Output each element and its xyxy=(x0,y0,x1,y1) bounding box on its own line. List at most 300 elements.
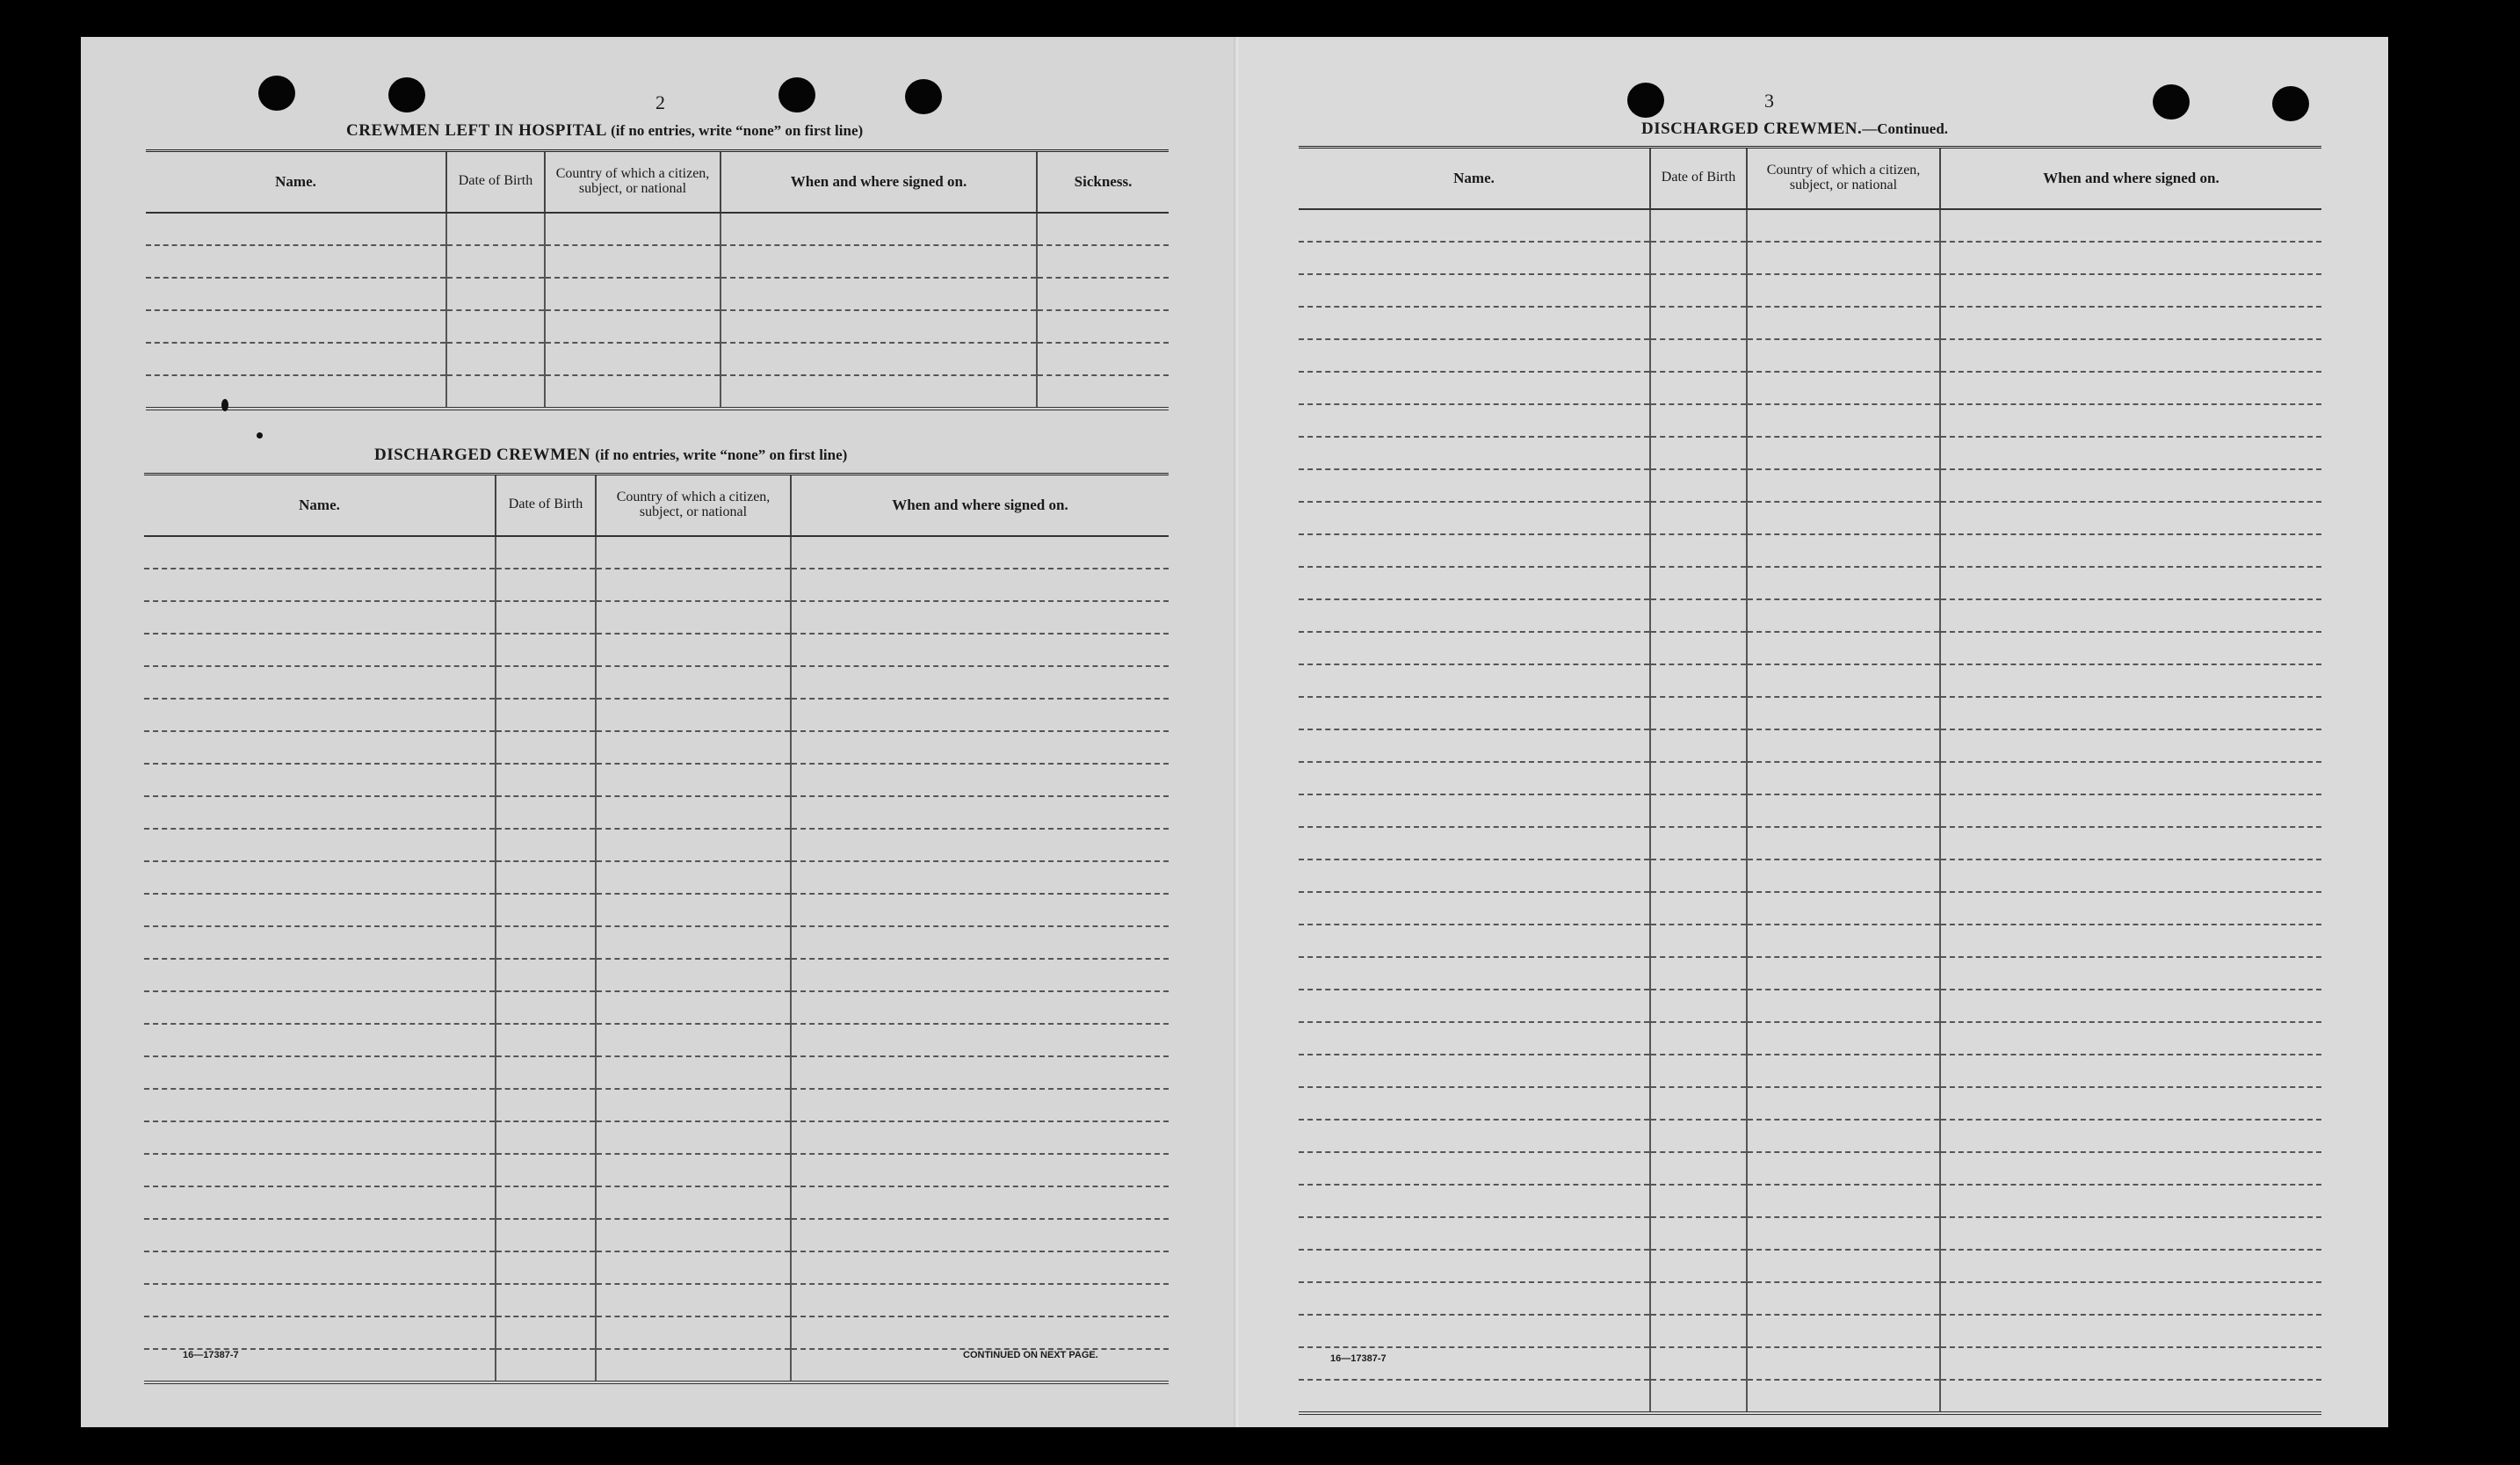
blank-cell xyxy=(596,536,791,569)
punch-hole xyxy=(2153,84,2190,120)
blank-cell xyxy=(1299,859,1650,892)
blank-cell xyxy=(496,1089,596,1121)
blank-cell xyxy=(1299,1022,1650,1055)
blank-cell xyxy=(791,1089,1169,1121)
blank-cell xyxy=(1747,567,1940,599)
blank-cell xyxy=(1299,1120,1650,1152)
blank-form-row xyxy=(1299,372,2321,404)
blank-cell xyxy=(1299,209,1650,242)
blank-cell xyxy=(496,569,596,601)
blank-cell xyxy=(1940,339,2321,372)
blank-form-row xyxy=(1299,925,2321,957)
blank-cell xyxy=(1747,762,1940,794)
blank-cell xyxy=(1650,794,1747,827)
blank-cell xyxy=(1299,1282,1650,1315)
blank-cell xyxy=(496,1186,596,1219)
blank-cell xyxy=(1940,827,2321,859)
blank-cell xyxy=(721,245,1037,278)
punch-hole xyxy=(388,77,425,112)
blank-form-row xyxy=(144,829,1169,861)
blank-form-row xyxy=(144,1154,1169,1186)
page-2 xyxy=(81,37,1239,1427)
blank-form-row xyxy=(144,1251,1169,1284)
blank-cell xyxy=(1747,1120,1940,1152)
blank-form-row xyxy=(144,926,1169,959)
blank-cell xyxy=(1747,534,1940,567)
blank-cell xyxy=(496,1316,596,1349)
blank-cell xyxy=(1747,925,1940,957)
blank-form-row xyxy=(144,1316,1169,1349)
blank-cell xyxy=(146,343,446,375)
blank-cell xyxy=(1299,762,1650,794)
blank-cell xyxy=(496,1284,596,1316)
blank-cell xyxy=(1747,632,1940,664)
blank-cell xyxy=(596,861,791,894)
blank-cell xyxy=(1747,859,1940,892)
blank-form-row xyxy=(144,666,1169,699)
blank-cell xyxy=(1650,502,1747,534)
blank-cell xyxy=(791,1056,1169,1089)
blank-cell xyxy=(791,926,1169,959)
blank-cell xyxy=(1747,502,1940,534)
blank-cell xyxy=(596,764,791,796)
column-header-signed-on: When and where signed on. xyxy=(1940,148,2321,209)
blank-form-row xyxy=(1299,1250,2321,1282)
blank-cell xyxy=(144,991,496,1024)
blank-cell xyxy=(496,731,596,764)
blank-form-row xyxy=(1299,339,2321,372)
blank-cell xyxy=(446,343,545,375)
blank-cell xyxy=(1299,925,1650,957)
blank-cell xyxy=(1650,827,1747,859)
blank-cell xyxy=(144,1121,496,1154)
column-header-country: Country of which a citizen, subject, or national xyxy=(1747,148,1940,209)
discharged-continued-title xyxy=(1641,120,1948,139)
blank-cell xyxy=(596,731,791,764)
blank-cell xyxy=(144,764,496,796)
page-number: 3 xyxy=(1764,90,1774,112)
blank-form-row xyxy=(144,959,1169,991)
blank-form-row xyxy=(146,310,1169,343)
column-header-name: Name. xyxy=(1299,148,1650,209)
blank-cell xyxy=(1650,1282,1747,1315)
blank-cell xyxy=(496,959,596,991)
blank-cell xyxy=(1650,1380,1747,1413)
page-3 xyxy=(1239,37,2388,1427)
blank-form-row xyxy=(1299,1120,2321,1152)
blank-cell xyxy=(1299,307,1650,339)
blank-cell xyxy=(1299,827,1650,859)
column-header-sickness: Sickness. xyxy=(1037,151,1169,213)
blank-cell xyxy=(1940,990,2321,1022)
blank-cell xyxy=(1747,990,1940,1022)
blank-form-row xyxy=(146,375,1169,409)
blank-cell xyxy=(1299,339,1650,372)
blank-cell xyxy=(791,731,1169,764)
blank-form-row xyxy=(1299,892,2321,925)
blank-cell xyxy=(496,764,596,796)
blank-cell xyxy=(791,1024,1169,1056)
blank-form-row xyxy=(146,213,1169,245)
column-header-country: Country of which a citizen, subject, or national xyxy=(545,151,721,213)
blank-form-row xyxy=(1299,404,2321,437)
form-number: 16—17387-7 xyxy=(183,1350,239,1360)
blank-cell xyxy=(545,213,721,245)
blank-cell xyxy=(1299,664,1650,697)
blank-cell xyxy=(721,375,1037,409)
blank-cell xyxy=(1299,957,1650,990)
blank-form-row xyxy=(144,796,1169,829)
blank-cell xyxy=(596,959,791,991)
punch-hole xyxy=(258,76,295,111)
blank-cell xyxy=(496,861,596,894)
blank-cell xyxy=(1747,242,1940,274)
blank-cell xyxy=(1940,859,2321,892)
blank-cell xyxy=(1747,372,1940,404)
blank-cell xyxy=(1940,599,2321,632)
blank-cell xyxy=(1940,1087,2321,1120)
blank-cell xyxy=(144,1186,496,1219)
blank-cell xyxy=(596,796,791,829)
blank-form-row xyxy=(1299,762,2321,794)
blank-cell xyxy=(1650,632,1747,664)
blank-cell xyxy=(1940,925,2321,957)
blank-cell xyxy=(791,1284,1169,1316)
blank-cell xyxy=(496,1024,596,1056)
discharged-section-title xyxy=(374,446,847,465)
blank-cell xyxy=(1940,469,2321,502)
blank-form-row xyxy=(144,699,1169,731)
blank-cell xyxy=(1650,404,1747,437)
blank-form-row xyxy=(1299,274,2321,307)
blank-cell xyxy=(1747,274,1940,307)
blank-cell xyxy=(596,1056,791,1089)
blank-cell xyxy=(1650,859,1747,892)
blank-cell xyxy=(596,1316,791,1349)
blank-form-row xyxy=(1299,664,2321,697)
blank-cell xyxy=(1940,664,2321,697)
blank-cell xyxy=(1037,310,1169,343)
blank-cell xyxy=(791,1186,1169,1219)
blank-cell xyxy=(1940,372,2321,404)
blank-cell xyxy=(791,699,1169,731)
blank-cell xyxy=(1650,1022,1747,1055)
blank-cell xyxy=(1650,437,1747,469)
blank-cell xyxy=(721,213,1037,245)
blank-form-row xyxy=(144,1024,1169,1056)
blank-cell xyxy=(1747,1315,1940,1347)
blank-cell xyxy=(144,1284,496,1316)
discharged-instruction: (if no entries, write “none” on first line) xyxy=(595,446,848,463)
blank-cell xyxy=(1299,534,1650,567)
column-header-signed-on: When and where signed on. xyxy=(791,475,1169,536)
blank-cell xyxy=(1299,1185,1650,1217)
blank-cell xyxy=(1940,762,2321,794)
blank-form-row xyxy=(1299,990,2321,1022)
blank-form-row xyxy=(144,1284,1169,1316)
blank-cell xyxy=(1650,1347,1747,1380)
blank-cell xyxy=(1747,957,1940,990)
blank-cell xyxy=(596,1089,791,1121)
blank-cell xyxy=(1299,794,1650,827)
blank-cell xyxy=(1747,599,1940,632)
blank-cell xyxy=(791,1251,1169,1284)
blank-form-row xyxy=(1299,1055,2321,1087)
blank-cell xyxy=(1299,729,1650,762)
blank-cell xyxy=(1747,1217,1940,1250)
column-header-name: Name. xyxy=(144,475,496,536)
blank-cell xyxy=(1747,794,1940,827)
blank-cell xyxy=(1940,437,2321,469)
blank-form-row xyxy=(1299,1282,2321,1315)
blank-cell xyxy=(791,569,1169,601)
blank-cell xyxy=(1650,534,1747,567)
blank-form-row xyxy=(1299,697,2321,729)
blank-form-row xyxy=(144,569,1169,601)
blank-cell xyxy=(1650,729,1747,762)
blank-cell xyxy=(1940,729,2321,762)
blank-cell xyxy=(545,375,721,409)
blank-cell xyxy=(1747,437,1940,469)
blank-cell xyxy=(1940,892,2321,925)
blank-cell xyxy=(1299,599,1650,632)
blank-cell xyxy=(1940,1022,2321,1055)
discharged-title-text: DISCHARGED CREWMEN xyxy=(374,446,590,464)
blank-form-row xyxy=(144,601,1169,634)
blank-cell xyxy=(791,796,1169,829)
blank-cell xyxy=(1650,1250,1747,1282)
discharged-continued-text: DISCHARGED CREWMEN. xyxy=(1641,120,1863,138)
blank-cell xyxy=(596,1284,791,1316)
blank-cell xyxy=(791,666,1169,699)
blank-cell xyxy=(146,375,446,409)
blank-cell xyxy=(496,829,596,861)
blank-cell xyxy=(496,1251,596,1284)
blank-form-row xyxy=(1299,859,2321,892)
blank-cell xyxy=(791,1121,1169,1154)
blank-cell xyxy=(144,1251,496,1284)
blank-cell xyxy=(496,991,596,1024)
punch-hole xyxy=(778,77,815,112)
blank-cell xyxy=(596,894,791,926)
blank-cell xyxy=(596,1186,791,1219)
blank-form-row xyxy=(144,1056,1169,1089)
blank-cell xyxy=(545,278,721,310)
blank-cell xyxy=(1940,1120,2321,1152)
blank-cell xyxy=(1940,1185,2321,1217)
blank-cell xyxy=(791,991,1169,1024)
blank-cell xyxy=(596,991,791,1024)
blank-cell xyxy=(1940,1217,2321,1250)
blank-cell xyxy=(1940,1315,2321,1347)
blank-form-row xyxy=(1299,632,2321,664)
blank-form-row xyxy=(144,536,1169,569)
blank-cell xyxy=(545,245,721,278)
blank-cell xyxy=(1299,404,1650,437)
blank-cell xyxy=(1747,1055,1940,1087)
blank-cell xyxy=(1299,632,1650,664)
blank-cell xyxy=(1940,632,2321,664)
blank-cell xyxy=(144,634,496,666)
blank-cell xyxy=(144,666,496,699)
blank-cell xyxy=(1299,1055,1650,1087)
blank-cell xyxy=(144,829,496,861)
blank-cell xyxy=(1650,1120,1747,1152)
blank-form-row xyxy=(144,991,1169,1024)
blank-cell xyxy=(496,1349,596,1382)
blank-form-row xyxy=(1299,729,2321,762)
blank-form-row xyxy=(1299,827,2321,859)
blank-cell xyxy=(1940,794,2321,827)
blank-cell xyxy=(1650,599,1747,632)
blank-cell xyxy=(596,926,791,959)
blank-form-row xyxy=(146,343,1169,375)
hospital-table xyxy=(146,149,1169,410)
blank-cell xyxy=(1037,213,1169,245)
blank-cell xyxy=(545,310,721,343)
blank-cell xyxy=(496,926,596,959)
blank-form-row xyxy=(1299,1087,2321,1120)
page-number: 2 xyxy=(655,91,665,113)
blank-cell xyxy=(144,1316,496,1349)
blank-form-row xyxy=(1299,209,2321,242)
blank-form-row xyxy=(144,1186,1169,1219)
blank-cell xyxy=(1940,1152,2321,1185)
blank-cell xyxy=(144,569,496,601)
blank-cell xyxy=(1299,502,1650,534)
blank-cell xyxy=(596,569,791,601)
blank-cell xyxy=(721,278,1037,310)
blank-cell xyxy=(791,1219,1169,1251)
blank-cell xyxy=(1299,1315,1650,1347)
blank-cell xyxy=(446,278,545,310)
blank-cell xyxy=(1299,372,1650,404)
blank-cell xyxy=(446,375,545,409)
blank-cell xyxy=(496,1121,596,1154)
blank-cell xyxy=(496,601,596,634)
blank-cell xyxy=(144,1219,496,1251)
blank-cell xyxy=(1747,1282,1940,1315)
blank-cell xyxy=(1299,437,1650,469)
blank-cell xyxy=(1299,469,1650,502)
blank-cell xyxy=(144,796,496,829)
blank-cell xyxy=(144,1024,496,1056)
blank-cell xyxy=(1940,307,2321,339)
blank-cell xyxy=(144,926,496,959)
blank-form-row xyxy=(1299,1022,2321,1055)
blank-cell xyxy=(1940,1282,2321,1315)
blank-cell xyxy=(596,1024,791,1056)
blank-cell xyxy=(1940,274,2321,307)
blank-cell xyxy=(146,310,446,343)
blank-cell xyxy=(1940,957,2321,990)
blank-cell xyxy=(1299,1380,1650,1413)
blank-cell xyxy=(1650,697,1747,729)
blank-cell xyxy=(1940,1055,2321,1087)
blank-cell xyxy=(1299,697,1650,729)
blank-cell xyxy=(1747,404,1940,437)
blank-cell xyxy=(596,601,791,634)
blank-cell xyxy=(1747,1087,1940,1120)
blank-cell xyxy=(146,245,446,278)
blank-cell xyxy=(1037,343,1169,375)
blank-cell xyxy=(596,666,791,699)
blank-form-row xyxy=(1299,794,2321,827)
blank-cell xyxy=(1940,567,2321,599)
blank-form-row xyxy=(1299,599,2321,632)
blank-cell xyxy=(596,829,791,861)
blank-form-row xyxy=(144,1219,1169,1251)
blank-cell xyxy=(1650,1087,1747,1120)
blank-cell xyxy=(1940,502,2321,534)
blank-form-row xyxy=(146,278,1169,310)
column-header-name: Name. xyxy=(146,151,446,213)
blank-form-row xyxy=(144,1089,1169,1121)
blank-cell xyxy=(496,894,596,926)
blank-cell xyxy=(144,959,496,991)
blank-cell xyxy=(146,278,446,310)
blank-cell xyxy=(1747,1022,1940,1055)
blank-cell xyxy=(1037,245,1169,278)
blank-cell xyxy=(144,1154,496,1186)
blank-cell xyxy=(1650,469,1747,502)
blank-form-row xyxy=(144,634,1169,666)
blank-form-row xyxy=(144,1121,1169,1154)
blank-form-row xyxy=(1299,242,2321,274)
column-header-signed-on: When and where signed on. xyxy=(721,151,1037,213)
blank-form-row xyxy=(144,894,1169,926)
blank-form-row xyxy=(1299,1152,2321,1185)
blank-cell xyxy=(791,601,1169,634)
document-sheet xyxy=(81,37,2388,1427)
blank-cell xyxy=(1747,697,1940,729)
continued-suffix: —Continued. xyxy=(1862,120,1949,137)
blank-cell xyxy=(791,959,1169,991)
blank-cell xyxy=(1299,1087,1650,1120)
blank-cell xyxy=(144,536,496,569)
blank-form-row xyxy=(1299,502,2321,534)
blank-cell xyxy=(1747,1250,1940,1282)
blank-cell xyxy=(1299,1250,1650,1282)
blank-cell xyxy=(1650,1315,1747,1347)
blank-cell xyxy=(791,829,1169,861)
blank-cell xyxy=(144,731,496,764)
blank-cell xyxy=(496,1154,596,1186)
blank-cell xyxy=(496,1056,596,1089)
blank-cell xyxy=(144,894,496,926)
blank-cell xyxy=(144,1056,496,1089)
column-header-date-of-birth: Date of Birth xyxy=(1650,148,1747,209)
blank-cell xyxy=(1650,339,1747,372)
blank-cell xyxy=(791,1154,1169,1186)
blank-form-row xyxy=(1299,469,2321,502)
blank-cell xyxy=(1940,1347,2321,1380)
blank-form-row xyxy=(1299,307,2321,339)
blank-form-row xyxy=(144,861,1169,894)
blank-cell xyxy=(1940,242,2321,274)
blank-cell xyxy=(1650,372,1747,404)
blank-cell xyxy=(496,634,596,666)
blank-cell xyxy=(144,861,496,894)
blank-cell xyxy=(1650,209,1747,242)
blank-cell xyxy=(1299,274,1650,307)
blank-cell xyxy=(791,764,1169,796)
blank-cell xyxy=(1747,892,1940,925)
blank-cell xyxy=(146,213,446,245)
blank-cell xyxy=(446,310,545,343)
blank-cell xyxy=(1650,664,1747,697)
blank-cell xyxy=(1299,1217,1650,1250)
